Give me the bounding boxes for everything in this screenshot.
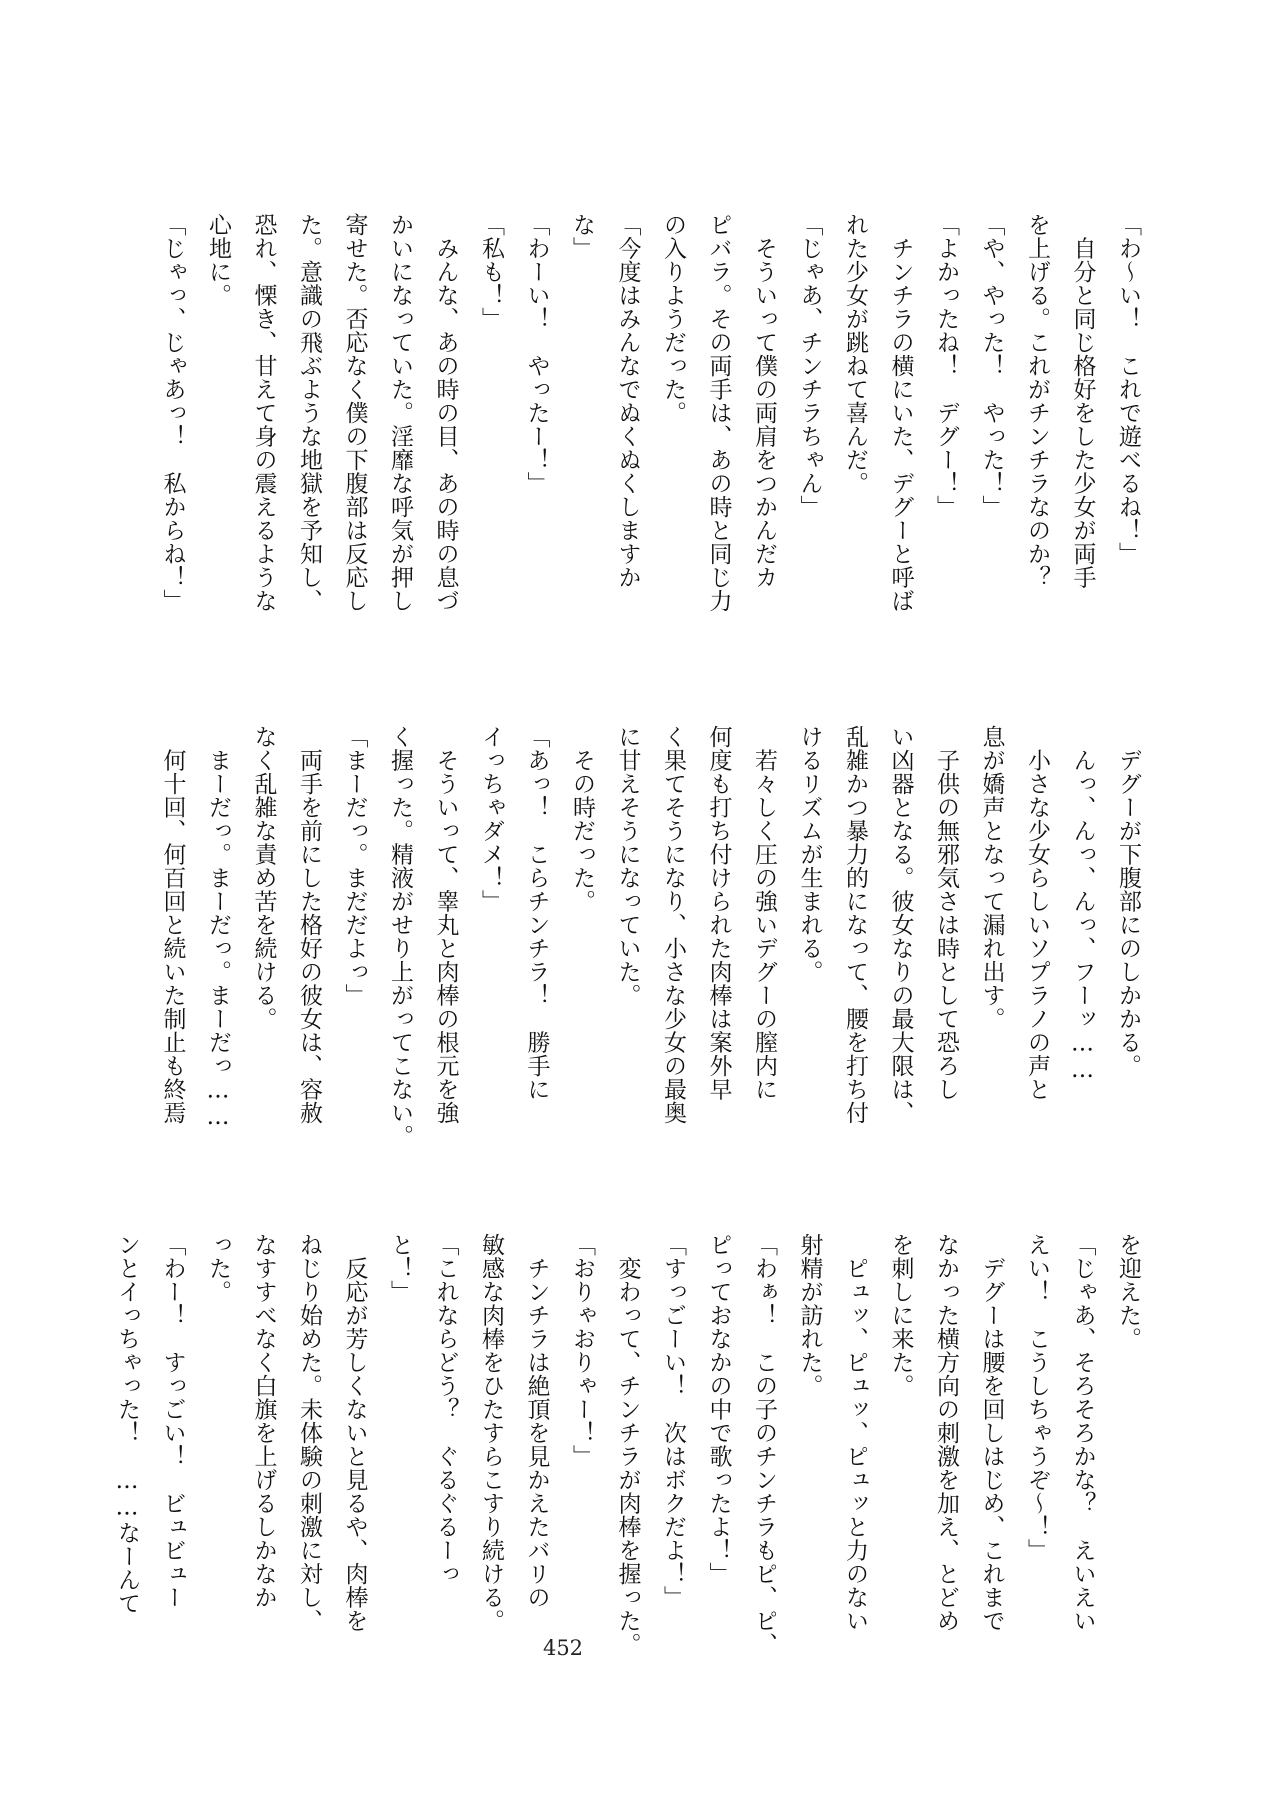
- text-column: に甘えそうになっていた。: [614, 725, 641, 1007]
- text-column: かいになっていた。淫靡な呼気が押し: [387, 213, 413, 613]
- text-column: チンチラは絶頂を見かえたバリの: [523, 1233, 550, 1609]
- text-column: 「今度はみんなでぬくぬくしますか: [614, 213, 641, 589]
- text-column: 「わ～い！ これで遊べるね！」: [1115, 213, 1141, 566]
- text-column: 心地に。: [205, 213, 231, 307]
- text-column: んっ、んっ、んっ、フーッ……: [1069, 725, 1096, 1084]
- text-column: 子供の無邪気さは時として恐ろし: [933, 725, 959, 1101]
- text-column: 「これならどう？ ぐるぐるーっ: [432, 1233, 459, 1586]
- text-column: 「わー！ すっごい！ ビュビュー: [159, 1233, 186, 1609]
- text-column: を上げる。これがチンチラなのか？: [1024, 213, 1050, 589]
- text-column: ンとイっちゃった！ ……なーんて: [114, 1233, 140, 1615]
- text-column: 敏感な肉棒をひたすらこすり続ける。: [478, 1233, 504, 1633]
- text-column: 両手を前にした格好の彼女は、容赦: [296, 725, 322, 1125]
- text-column: 乱雑かつ暴力的になって、腰を打ち付: [842, 725, 868, 1125]
- text-column: な」: [569, 213, 595, 260]
- text-column: 何度も打ち付けられた肉棒は案外早: [705, 725, 732, 1101]
- text-column: 「わぁ！ この子のチンチラもピ、ピ、: [751, 1233, 777, 1656]
- text-column: 「よかったね！ デグー！」: [933, 213, 959, 519]
- text-column: えい！ こうしちゃうぞ～！」: [1024, 1233, 1050, 1562]
- text-column: 小さな少女らしいソプラノの声と: [1024, 725, 1050, 1101]
- text-column: 「じゃあ、チンチラちゃん」: [796, 213, 823, 519]
- text-block-top: [149, 213, 1150, 637]
- text-column: く握った。精液がせり上がってこない。: [387, 725, 413, 1148]
- text-column: なく乱雑な責め苦を続ける。: [250, 725, 277, 1031]
- text-column: 「おりゃおりゃー！」: [569, 1233, 595, 1468]
- text-column: 変わって、チンチラが肉棒を握った。: [614, 1233, 641, 1656]
- text-column: チンチラの横にいた、デグーと呼ば: [887, 213, 914, 613]
- text-column: ピっておなかの中で歌ったよ！」: [705, 1233, 732, 1586]
- text-column: の入りようだった。: [660, 213, 686, 425]
- text-column: 「あっ！ こらチンチラ！ 勝手に: [523, 725, 550, 1101]
- text-column: 恐れ、慄き、甘えて身の震えるような: [250, 213, 277, 613]
- text-column: イっちゃダメ！」: [478, 725, 504, 913]
- text-column: 「すっごーい！ 次はボクだよ！」: [660, 1233, 686, 1609]
- text-column: そういって、睾丸と肉棒の根元を強: [432, 725, 459, 1125]
- text-column: ピバラ。その両手は、あの時と同じ力: [705, 213, 732, 613]
- text-column: ピュッ、ピュッ、ピュッと力のない: [842, 1233, 868, 1633]
- text-column: を迎えた。: [1115, 1233, 1141, 1351]
- text-column: った。: [205, 1233, 231, 1304]
- text-column: 「じゃあ、そろそろかな？ えいえい: [1069, 1233, 1096, 1633]
- text-column: なすすべなく白旗を上げるしかなか: [250, 1233, 277, 1609]
- text-column: を刺しに来た。: [887, 1233, 914, 1398]
- text-column: い凶器となる。彼女なりの最大限は、: [887, 725, 914, 1125]
- text-block-bottom: [104, 1233, 1151, 1657]
- text-column: た。意識の飛ぶような地獄を予知し、: [296, 213, 322, 613]
- text-column: 「まーだっ。まだだよっ」: [341, 725, 368, 1007]
- text-column: と！」: [387, 1233, 413, 1304]
- text-column: 息が嬌声となって漏れ出す。: [978, 725, 1005, 1031]
- text-column: まーだっ。まーだっ。まーだっ……: [205, 725, 231, 1131]
- text-column: デグーは腰を回しはじめ、これまで: [978, 1233, 1005, 1633]
- page-number: 452: [542, 1636, 584, 1660]
- text-column: なかった横方向の刺激を加え、とどめ: [933, 1233, 959, 1633]
- text-column: そういって僕の両肩をつかんだカ: [751, 213, 777, 589]
- text-column: 「わーい！ やったー！」: [523, 213, 550, 495]
- text-column: みんな、あの時の目、あの時の息づ: [432, 213, 459, 613]
- text-column: 自分と同じ格好をした少女が両手: [1069, 213, 1096, 589]
- text-block-middle: [149, 725, 1150, 1149]
- text-column: 「私も！」: [478, 213, 504, 331]
- text-column: デグーが下腹部にのしかかる。: [1115, 725, 1141, 1078]
- text-column: 「じゃっ、じゃあっ！ 私からね！」: [159, 213, 186, 613]
- text-column: その時だった。: [569, 725, 595, 913]
- text-column: 何十回、何百回と続いた制止も終焉: [159, 725, 186, 1125]
- text-column: ねじり始めた。未体験の刺激に対し、: [296, 1233, 322, 1633]
- text-column: 反応が芳しくないと見るや、肉棒を: [341, 1233, 368, 1633]
- text-column: 「や、やった！ やった！」: [978, 213, 1005, 519]
- text-column: れた少女が跳ねて喜んだ。: [842, 213, 868, 495]
- text-column: 若々しく圧の強いデグーの膣内に: [751, 725, 777, 1101]
- text-column: 寄せた。否応なく僕の下腹部は反応し: [341, 213, 368, 613]
- text-column: 射精が訪れた。: [796, 1233, 823, 1398]
- text-column: けるリズムが生まれる。: [796, 725, 823, 984]
- text-column: く果てそうになり、小さな少女の最奥: [660, 725, 686, 1125]
